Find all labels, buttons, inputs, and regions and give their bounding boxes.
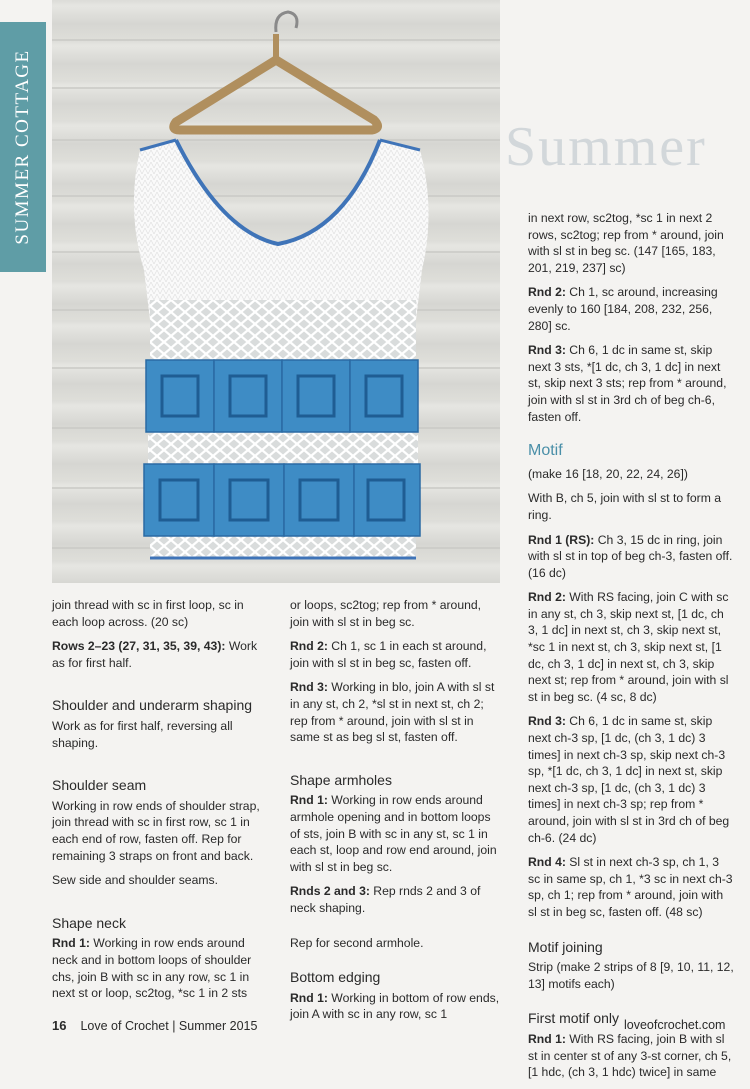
paragraph: With B, ch 5, join with sl st to form a ring. [528, 491, 722, 522]
section-heading: Motif joining [528, 938, 603, 955]
paragraph: Work as for first half, reversing all shaping. [52, 718, 233, 750]
row-label: Rnd 1: [52, 936, 90, 951]
row-label: Rnd 3: [528, 343, 566, 358]
paragraph: Rnd 1: Working in row ends around armhole opening and in bottom loops of sts, join B with sc in any st, sc 1 in each st, loop and row end around, join with sl st in beg sc. [290, 793, 497, 874]
section-tab [0, 22, 46, 272]
paragraph: Rnd 2: Ch 1, sc around, increasing evenly to 160 [184, 208, 232, 256, 280] sc. [528, 285, 718, 333]
paragraph: Rnd 4: Sl st in next ch-3 sp, ch 1, 3 sc in same sp, ch 1, *3 sc in next ch-3 sp, ch 1; rep from * around, join with sl st in beg sc, fasten off. (48 sc) [528, 855, 733, 919]
section-heading: Shape armholes [290, 771, 392, 788]
paragraph: Rnd 1: Working in row ends around neck and in bottom loops of shoulder chs, join B with sc in any row, sc 1 in next st or loop, sc2tog, *sc 1 in 2 sts [52, 936, 252, 1001]
row-label: Strip [528, 960, 554, 975]
paragraph: Rnd 3: Working in blo, join A with sl st in any st, ch 2, *sl st in next st, ch 2; rep from * around, join with sl st in same st as beg sl st, fasten off. [290, 680, 495, 745]
paragraph: Rnd 1: With RS facing, join B with sl st in center st of any 3-st corner, ch 5, [1 hdc, (ch 3, 1 hdc) twice] in same [528, 1031, 732, 1080]
text-column-3 [528, 210, 734, 1089]
section-heading: Shoulder seam [52, 777, 147, 794]
paragraph: (make 16 [18, 20, 22, 24, 26]) [528, 466, 688, 481]
footer-separator: | [168, 1019, 179, 1033]
motif-heading: Motif [528, 442, 563, 460]
section-tab-label: SUMMER COTTAGE [12, 49, 33, 245]
paragraph: Strip (make 2 strips of 8 [9, 10, 11, 12, 13] motifs each) [528, 960, 734, 991]
row-label: Rnd 2: [528, 285, 566, 300]
row-label: Rnds 2 and 3: [290, 884, 370, 899]
section-heading: First motif only [528, 1010, 620, 1027]
row-label: Rnd 3: [290, 680, 328, 695]
paragraph: in next row, sc2tog, *sc 1 in next 2 rows, sc2tog; rep from * around, join with sl st in beg sc. (147 [165, 183, 201, 219, 237] sc) [528, 211, 724, 275]
paragraph: Rnd 1 (RS): Ch 3, 15 dc in ring, join with sl st in top of beg ch-3, fasten off. (16 dc) [528, 532, 733, 580]
row-label: Rnd 1: [290, 793, 328, 808]
paragraph: Rnd 3: Ch 6, 1 dc in same st, skip next ch-3 sp, [1 dc, (ch 3, 1 dc) 3 times] in next ch-3 sp, skip next ch-3 sp, *[1 dc, ch 3, 1 dc] in next st, skip next ch-3 sp, [1 dc, (ch 3, 1 dc) 3 times] in next ch-3 sp; rep from * around, join with sl st in 3rd ch of beg ch-6. (24 dc) [528, 714, 730, 845]
crochet-top-illustration [52, 0, 500, 583]
text-column-1 [52, 597, 272, 1010]
garment-photo [52, 0, 500, 583]
section-heading: Shape neck [52, 914, 126, 931]
row-label: Rnd 2: [290, 639, 328, 654]
section-heading: Shoulder and underarm shaping [52, 697, 253, 714]
paragraph: Working in row ends of shoulder strap, join thread with sc in first row, sc 1 in each end of row, fasten off. Rep for remaining 3 straps on front and back. [52, 798, 260, 863]
paragraph: Rnds 2 and 3: Rep rnds 2 and 3 of neck shaping. [290, 884, 481, 915]
background-title-script: Summer [505, 116, 707, 178]
paragraph: join thread with sc in first loop, sc in each loop across. (20 sc) [52, 598, 244, 629]
paragraph: Rows 2–23 (27, 31, 35, 39, 43): Work as for first half. [52, 639, 258, 670]
row-label: Rnd 4: [528, 855, 566, 870]
paragraph: Rnd 3: Ch 6, 1 dc in same st, skip next 3 sts, *[1 dc, ch 3, 1 dc] in next st, skip next 3 sts; rep from * around, join with sl st in 3rd ch of beg ch-6, fasten off. [528, 343, 727, 424]
paragraph: Rnd 2: With RS facing, join C with sc in any st, ch 3, skip next st, [1 dc, ch 3, 1 dc] in next st, ch 3, skip next st, *sc 1 in next st, ch 3, skip next st, [1 dc, ch 3, 1 dc] in next st, ch 3, skip next st; rep from * around, join with sl st in beg sc. (4 sc, 8 dc) [528, 590, 729, 704]
row-label: Rnd 3: [528, 714, 566, 729]
row-label: Rnd 1 (RS): [528, 532, 595, 547]
issue-name: Summer 2015 [178, 1019, 258, 1033]
text-column-2 [290, 597, 500, 1031]
paragraph: Rnd 2: Ch 1, sc 1 in each st around, join with sl st in beg sc, fasten off. [290, 639, 487, 670]
paragraph: Rep for second armhole. [290, 935, 424, 950]
website-link[interactable]: loveofcrochet.com [624, 1018, 726, 1032]
row-label: Rows 2–23 (27, 31, 35, 39, 43): [52, 639, 226, 654]
paragraph: or loops, sc2tog; rep from * around, join with sl st in beg sc. [290, 598, 482, 629]
row-label: Rnd 2: [528, 590, 566, 605]
row-label: Rnd 1: [290, 990, 328, 1005]
paragraph: Sew side and shoulder seams. [52, 873, 218, 888]
row-label: Rnd 1: [528, 1031, 566, 1046]
section-heading: Bottom edging [290, 969, 381, 986]
page-number: 16 [52, 1018, 67, 1033]
magazine-name: Love of Crochet [80, 1019, 169, 1033]
paragraph: Rnd 1: Working in bottom of row ends, join A with sc in any row, sc 1 [290, 990, 500, 1022]
page-footer [52, 1018, 257, 1033]
